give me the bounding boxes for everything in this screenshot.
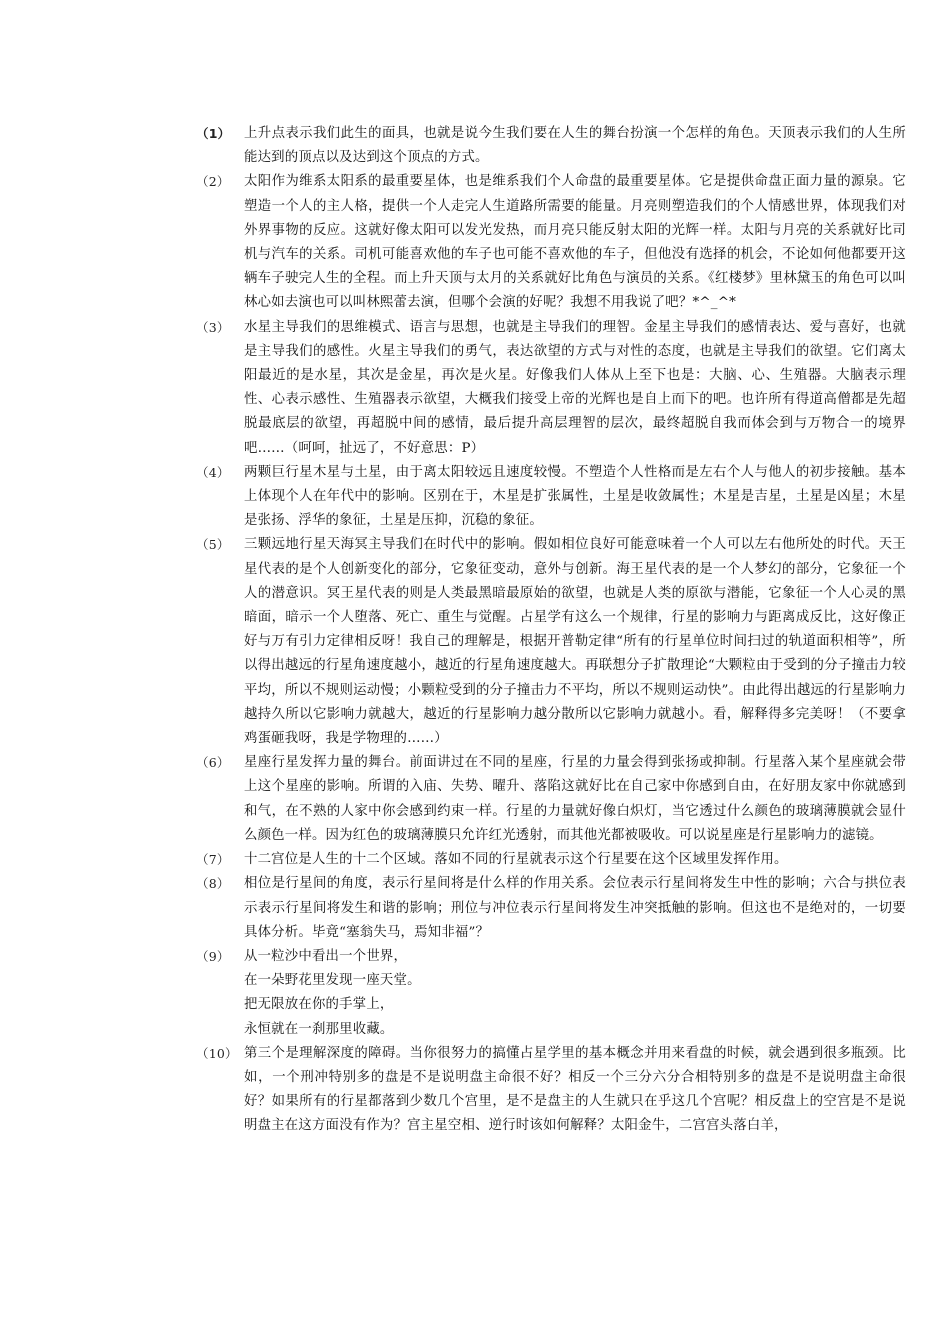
paragraph-8 — [0, 872, 950, 945]
paragraph-text: 第三个是理解深度的障碍。当你很努力的搞懂占星学里的基本概念并用来看盘的时候，就会遇到很多瓶颈。比如，一个刑冲特别多的盘是不是说明盘主命很不好？相反一个三分六分合相特别多的盘是不是说明盘主命很好？如果所有的行星都落到少数几个宫里，是不是盘主的人生就只在乎这几个宫呢？相反盘上的空宫是不是说明盘主在这方面没有作为？宫主星空相、逆行时该如何解释？太阳金牛，二宫宫头落白羊， — [244, 1045, 906, 1134]
paragraph-6 — [0, 751, 950, 848]
paragraph-text: 太阳作为维系太阳系的最重要星体，也是维系我们个人命盘的最重要星体。它是提供命盘正面力量的源泉。它塑造一个人的主人格，提供一个人走完人生道路所需要的能量。月亮则塑造我们的个人情感世界，体现我们对外界事物的反应。这就好像太阳可以发光发热，而月亮只能反射太阳的光辉一样。太阳与月亮的关系就好比司机与汽车的关系。司机可能喜欢他的车子也可能不喜欢他的车子，但他没有选择的机会，不论如何他都要开这辆车子驶完人生的全程。而上升天顶与太月的关系就好比角色与演员的关系。《红楼梦》里林黛玉的角色可以叫林心如去演也可以叫林熙蕾去演，但哪个会演的好呢？我想不用我说了吧？*^_^* — [244, 174, 906, 311]
paragraph-text: 水星主导我们的思维模式、语言与思想，也就是主导我们的理智。金星主导我们的感情表达、爱与喜好，也就是主导我们的感性。火星主导我们的勇气，表达欲望的方式与对性的态度，也就是主导我们的欲望。它们离太阳最近的是水星，其次是金星，再次是火星。好像我们人体从上至下也是：大脑、心、生殖器。大脑表示理性、心表示感性、生殖器表示欲望，大概我们接受上帝的光辉也是自上而下的吧。也许所有得道高僧都是先超脱最底层的欲望，再超脱中间的感情，最后提升高层理智的层次，最终超脱自我而体会到与万物合一的境界吧……（呵呵，扯远了，不好意思：P） — [244, 319, 906, 456]
paragraph-2 — [0, 170, 950, 315]
paragraph-text: 两颗巨行星木星与土星，由于离太阳较远且速度较慢。不塑造个人性格而是左右个人与他人的初步接触。基本上体现个人在年代中的影响。区别在于，木星是扩张属性，土星是收敛属性；木星是吉星，土星是凶星；木星是张扬、浮华的象征，土星是压抑，沉稳的象征。 — [244, 464, 906, 529]
paragraph-number: （6） — [196, 755, 230, 771]
poem-line: 从一粒沙中看出一个世界， — [244, 948, 408, 964]
paragraph-7 — [0, 848, 950, 872]
poem-line: 永恒就在一刹那里收藏。 — [244, 1021, 394, 1037]
paragraph-10 — [0, 1042, 950, 1139]
document-page — [0, 122, 950, 1139]
paragraph-text: 上升点表示我们此生的面具，也就是说今生我们要在人生的舞台扮演一个怎样的角色。天顶表示我们的人生所能达到的顶点以及达到这个顶点的方式。 — [244, 126, 906, 166]
poem-line: 在一朵野花里发现一座天堂。 — [244, 973, 421, 989]
paragraph-number: （1） — [196, 126, 231, 141]
poem-line: 把无限放在你的手掌上， — [244, 997, 394, 1013]
paragraph-number: （9） — [196, 948, 230, 964]
paragraph-text: 三颗远地行星天海冥主导我们在时代中的影响。假如相位良好可能意味着一个人可以左右他所处的时代。天王星代表的是个人创新变化的部分，它象征变动，意外与创新。海王星代表的是一个人梦幻的部分，它象征一个人的潜意识。冥王星代表的则是人类最黑暗最原始的欲望，也就是人类的原欲与潜能，它象征一个人心灵的黑暗面，暗示一个人堕落、死亡、重生与觉醒。占星学有这么一个规律，行星的影响力与距离成反比，这好像正好与万有引力定律相反呀！我自己的理解是，根据开普勒定律“所有的行星单位时间扫过的轨道面积相等”，所以得出越远的行星角速度越小，越近的行星角速度越大。再联想分子扩散理论“大颗粒由于受到的分子撞击力较平均，所以不规则运动慢；小颗粒受到的分子撞击力不平均，所以不规则运动快”。由此得出越远的行星影响力越持久所以它影响力就越大，越近的行星影响力越分散所以它影响力就越小。看，解释得多完美呀！（不要拿鸡蛋砸我呀，我是学物理的……） — [244, 537, 906, 747]
paragraph-number: （2） — [196, 174, 230, 190]
paragraph-5 — [0, 533, 950, 751]
paragraph-text: 十二宫位是人生的十二个区域。落如不同的行星就表示这个行星要在这个区域里发挥作用。 — [244, 852, 788, 868]
paragraph-text: 相位是行星间的角度，表示行星间将是什么样的作用关系。会位表示行星间将发生中性的影响；六合与拱位表示表示行星间将发生和谐的影响；刑位与冲位表示行星间将发生冲突抵触的影响。但这也不是绝对的，一切要具体分析。毕竟“塞翁失马，焉知非福”？ — [244, 876, 906, 940]
paragraph-9-poem — [0, 945, 950, 1042]
paragraph-number: （10） — [196, 1045, 238, 1061]
paragraph-text: 星座行星发挥力量的舞台。前面讲过在不同的星座，行星的力量会得到张扬或抑制。行星落入某个星座就会带上这个星座的影响。所谓的入庙、失势、曜升、落陷这就好比在自己家中你感到自由，在好朋友家中你就感到和气，在不熟的人家中你会感到约束一样。行星的力量就好像白炽灯，当它透过什么颜色的玻璃薄膜就会显什么颜色一样。因为红色的玻璃薄膜只允许红光透射，而其他光都被吸收。可以说星座是行星影响力的滤镜。 — [244, 755, 906, 843]
paragraph-1 — [0, 122, 950, 170]
paragraph-number: （3） — [196, 319, 230, 335]
paragraph-3 — [0, 316, 950, 461]
paragraph-number: （5） — [196, 537, 230, 553]
paragraph-number: （8） — [196, 876, 230, 892]
paragraph-4 — [0, 461, 950, 534]
paragraph-number: （4） — [196, 464, 230, 480]
paragraph-number: （7） — [196, 852, 230, 868]
